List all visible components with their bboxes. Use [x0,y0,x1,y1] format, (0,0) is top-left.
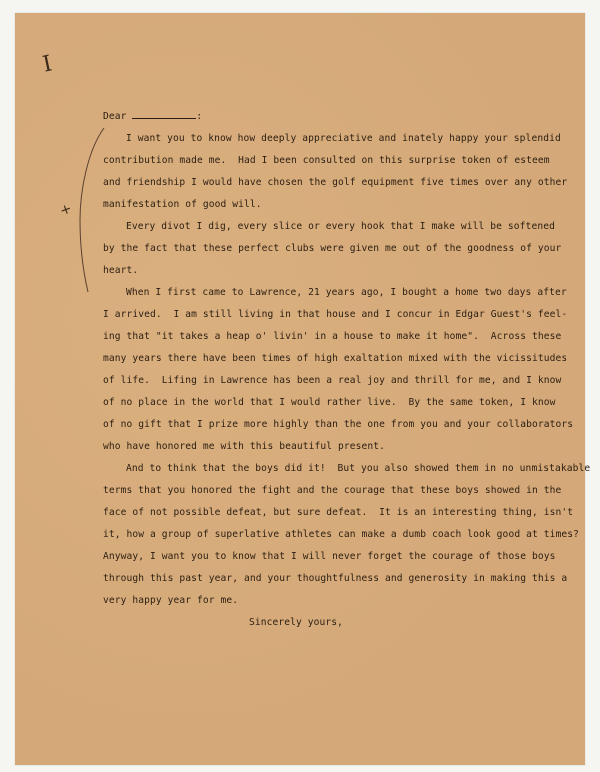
text-line: manifestation of good will. [103,199,262,210]
letter-body [103,106,591,634]
paragraph-1 [103,128,568,216]
text-line: heart. [103,265,139,276]
paragraph-4 [103,458,591,612]
paragraph-2 [103,216,563,282]
text-line: of life. Lifing in Lawrence has been a real joy and thrill for me, and I know [103,375,562,386]
handwritten-roman-numeral: I [40,51,55,78]
text-line: ing that "it takes a heap o' livin' in a house to make it home". Across these [103,331,562,342]
text-line: it, how a group of superlative athletes can make a dumb coach look good at times? [103,529,579,540]
text-line: through this past year, and your thoughtfulness and generosity in making this a [103,573,568,584]
text-line: Every divot I dig, every slice or every hook that I make will be softened [126,221,555,232]
salutation [103,106,563,128]
text-line: by the fact that these perfect clubs were given me out of the goodness of your [103,243,562,254]
text-line: of no gift that I prize more highly than the one from you and your collaborators [103,419,574,430]
text-line: contribution made me. Had I been consulted on this surprise token of esteem [103,155,550,166]
text-line: of no place in the world that I would rather live. By the same token, I know [103,397,556,408]
text-line: I want you to know how deeply appreciative and inately happy your splendid [126,133,561,144]
handwritten-cross-mark: + [57,200,75,220]
salutation-colon: : [196,111,203,122]
recipient-blank [132,110,196,119]
text-line: face of not possible defeat, but sure defeat. It is an interesting thing, isn't [103,507,574,518]
text-line: I arrived. I am still living in that house and I concur in Edgar Guest's feel- [103,309,568,320]
text-line: who have honored me with this beautiful present. [103,441,386,452]
text-line: And to think that the boys did it! But you also showed them in no unmistakable [126,463,591,474]
salutation-word: Dear [103,111,127,122]
text-line: Anyway, I want you to know that I will never forget the courage of those boys [103,551,556,562]
text-line: many years there have been times of high exaltation mixed with the vicissitudes [103,353,568,364]
closing-text: Sincerely yours, [249,617,344,628]
text-line: and friendship I would have chosen the golf equipment five times over any other [103,177,568,188]
text-line: terms that you honored the fight and the courage that these boys showed in the [103,485,562,496]
text-line: When I first came to Lawrence, 21 years ago, I bought a home two days after [126,287,567,298]
closing [103,612,563,634]
paragraph-3 [103,282,574,458]
text-line: very happy year for me. [103,595,239,606]
